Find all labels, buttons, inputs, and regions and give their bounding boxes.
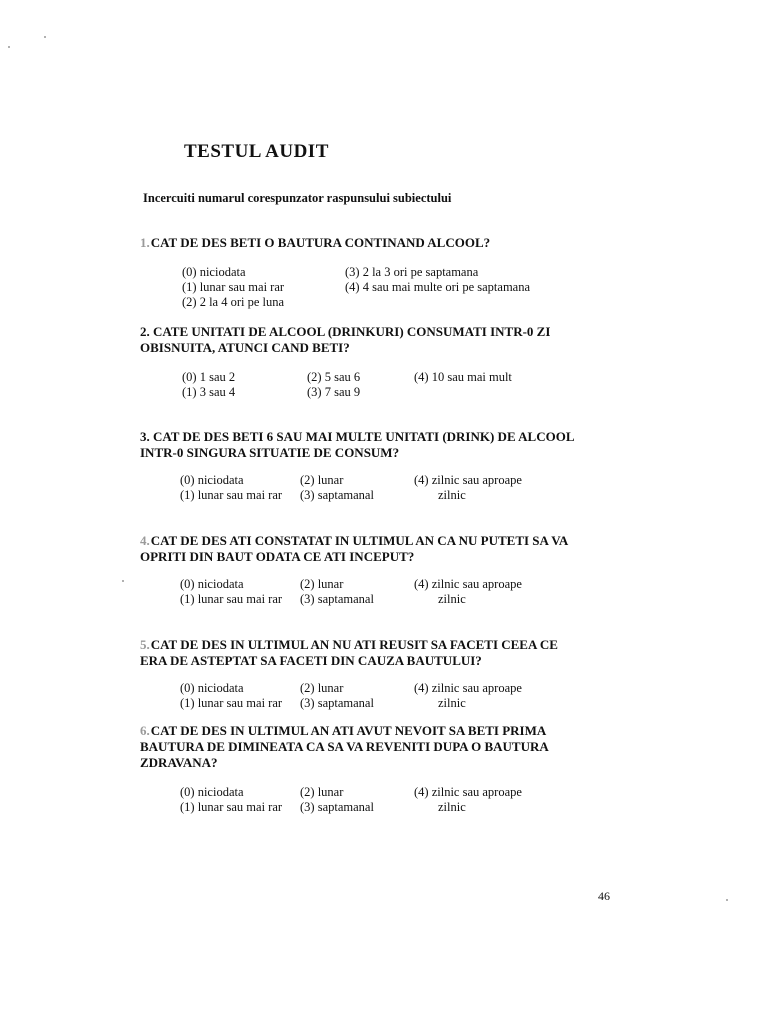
question-text: INTR-0 SINGURA SITUATIE DE CONSUM? [140,445,400,460]
question-text: CAT DE DES BETI 6 SAU MAI MULTE UNITATI (DRINK) DE ALCOOL [153,429,575,444]
scan-speck [8,46,10,48]
question-number: 3. [140,429,150,444]
question-number: 2. [140,324,150,339]
question-text: ZDRAVANA? [140,755,218,770]
option: (3) saptamanal [300,488,374,502]
option: zilnic [438,800,466,814]
option: (2) lunar [300,473,344,487]
page-number: 46 [598,889,610,903]
option: (4) zilnic sau aproape [414,785,522,799]
question-text: CATE UNITATI DE ALCOOL (DRINKURI) CONSUMATI INTR-0 ZI [153,324,551,339]
option: (1) 3 sau 4 [182,385,236,399]
option: (2) lunar [300,577,344,591]
option: (3) 2 la 3 ori pe saptamana [345,265,479,279]
option: (1) lunar sau mai rar [180,696,283,710]
question-text: OBISNUITA, ATUNCI CAND BETI? [140,340,350,355]
option: (4) 4 sau mai multe ori pe saptamana [345,280,531,294]
option: (4) zilnic sau aproape [414,577,522,591]
option: (0) niciodata [182,265,246,279]
question-text: CAT DE DES IN ULTIMUL AN NU ATI REUSIT SA FACETI CEEA CE [150,637,558,652]
option: (0) niciodata [180,785,244,799]
option: (1) lunar sau mai rar [182,280,285,294]
option: (1) lunar sau mai rar [180,800,283,814]
scan-speck [726,899,728,901]
scan-speck [122,580,124,582]
option: (3) saptamanal [300,592,374,606]
option: (3) saptamanal [300,800,374,814]
option: (0) 1 sau 2 [182,370,236,384]
option: (0) niciodata [180,473,244,487]
question-4 [140,533,620,565]
question-text: ERA DE ASTEPTAT SA FACETI DIN CAUZA BAUTULUI? [140,653,482,668]
option: (3) 7 sau 9 [307,385,361,399]
question-6 [140,723,620,771]
question-text: CAT DE DES IN ULTIMUL AN ATI AVUT NEVOIT SA BETI PRIMA [150,723,547,738]
option: (1) lunar sau mai rar [180,592,283,606]
question-number: 5. [140,637,150,652]
instruction-text: Incercuiti numarul corespunzator raspunsului subiectului [143,191,452,205]
question-text: BAUTURA DE DIMINEATA CA SA VA REVENITI DUPA O BAUTURA [140,739,549,754]
question-1 [140,235,620,251]
option: zilnic [438,488,466,502]
option: (4) zilnic sau aproape [414,681,522,695]
question-text: OPRITI DIN BAUT ODATA CE ATI INCEPUT? [140,549,415,564]
option: (0) niciodata [180,577,244,591]
option: (2) lunar [300,785,344,799]
question-2 [140,324,620,356]
question-3 [140,429,620,461]
question-number: 6. [140,723,150,738]
option: (1) lunar sau mai rar [180,488,283,502]
option: (0) niciodata [180,681,244,695]
option: (2) 2 la 4 ori pe luna [182,295,285,309]
option: zilnic [438,696,466,710]
option: zilnic [438,592,466,606]
question-number: 4. [140,533,150,548]
option: (4) zilnic sau aproape [414,473,522,487]
option: (2) lunar [300,681,344,695]
scan-speck [44,36,46,38]
option: (4) 10 sau mai mult [414,370,512,384]
page-title: TESTUL AUDIT [184,141,329,162]
option: (3) saptamanal [300,696,374,710]
question-text: CAT DE DES ATI CONSTATAT IN ULTIMUL AN CA NU PUTETI SA VA [150,533,569,548]
question-number: 1. [140,235,150,250]
question-5 [140,637,620,669]
option: (2) 5 sau 6 [307,370,361,384]
question-text: CAT DE DES BETI O BAUTURA CONTINAND ALCOOL? [150,235,491,250]
